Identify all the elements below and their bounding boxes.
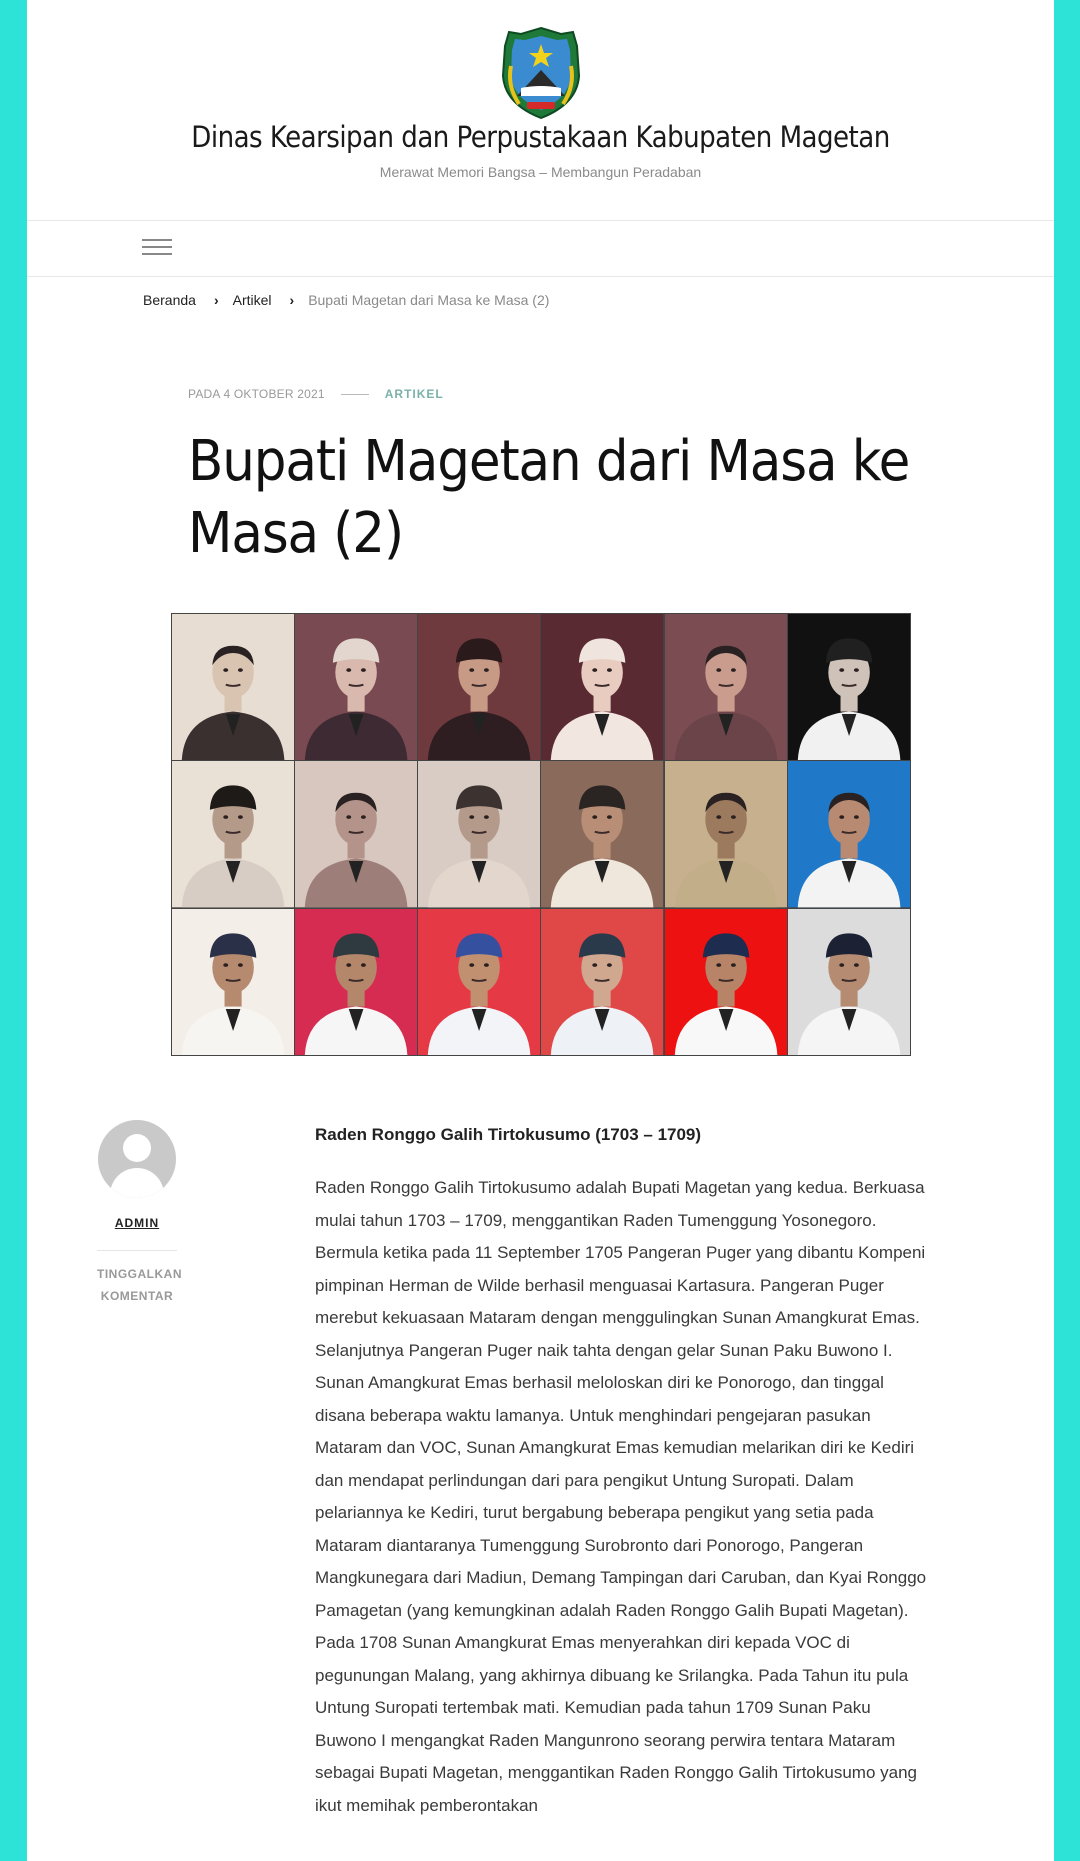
regent-portrait bbox=[172, 909, 294, 1055]
page bbox=[27, 0, 1054, 1861]
author-name-link[interactable]: ADMIN bbox=[114, 1216, 160, 1230]
menu-toggle-button[interactable] bbox=[142, 239, 172, 259]
breadcrumb-home-link[interactable]: Beranda bbox=[143, 292, 196, 308]
portrait-image bbox=[788, 761, 910, 907]
section-heading: Raden Ronggo Galih Tirtokusumo (1703 – 1709) bbox=[315, 1125, 702, 1144]
regent-portrait bbox=[295, 761, 417, 907]
chevron-right-icon: › bbox=[289, 292, 295, 308]
regent-portrait bbox=[788, 761, 910, 907]
post-content bbox=[315, 1120, 935, 1822]
main-navigation bbox=[27, 221, 1054, 277]
author-box bbox=[97, 1120, 182, 1307]
site-header bbox=[27, 0, 1054, 221]
portrait-image bbox=[665, 909, 787, 1055]
portrait-image bbox=[665, 761, 787, 907]
regent-portrait bbox=[295, 909, 417, 1055]
post-category-link[interactable]: ARTIKEL bbox=[384, 387, 444, 401]
regent-portrait bbox=[172, 614, 294, 760]
regent-portrait bbox=[418, 761, 540, 907]
avatar-head bbox=[123, 1134, 151, 1162]
post-date: PADA 4 OKTOBER 2021 bbox=[188, 387, 325, 401]
author-divider bbox=[97, 1250, 177, 1251]
regent-portrait bbox=[172, 761, 294, 907]
hamburger-menu-icon bbox=[142, 239, 172, 241]
leave-comment-link[interactable]: TINGGALKAN KOMENTAR bbox=[97, 1267, 182, 1303]
portrait-image bbox=[172, 909, 294, 1055]
portrait-image bbox=[295, 909, 417, 1055]
breadcrumb-section-link[interactable]: Artikel bbox=[232, 292, 272, 308]
regent-portrait bbox=[295, 614, 417, 760]
portrait-image bbox=[172, 614, 294, 760]
default-avatar-icon[interactable] bbox=[98, 1120, 176, 1198]
site-tagline: Merawat Memori Bangsa – Membangun Peradaban bbox=[379, 164, 702, 180]
portrait-image bbox=[172, 761, 294, 907]
avatar-body bbox=[110, 1168, 164, 1198]
regent-portrait bbox=[788, 614, 910, 760]
portrait-image bbox=[418, 909, 540, 1055]
featured-image-regents-collage bbox=[171, 613, 911, 1056]
portrait-image bbox=[541, 614, 663, 760]
body-paragraph: Raden Ronggo Galih Tirtokusumo adalah Bupati Magetan yang kedua. Berkuasa mulai tahun 1703 – 1709, menggantikan Raden Tumenggung Yosonegoro. Bermula ketika pada 11 September 1705 Pangeran Puger yang dibantu Kompeni pimpinan Herman de Wilde berhasil menguasai Kartasura. Pangeran Puger merebut kekuasaan Mataram dengan menggulingkan Sunan Amangkurat Emas. Selanjutnya Pangeran Puger naik tahta dengan gelar Sunan Paku Buwono I. Sunan Amangkurat Emas berhasil meloloskan diri ke Ponorogo, dan tinggal disana beberapa waktu lamanya. Untuk menghindari pengejaran pasukan Mataram dan VOC, Sunan Amangkurat Emas kemudian melarikan diri ke Kediri dan mendapat perlindungan dari para pengikut Untung Suropati. Dalam pelariannya ke Kediri, turut bergabung beberapa pengikut yang setia pada Mataram diantaranya Tumenggung Surobronto dari Ponorogo, Pangeran Mangkunegara dari Madiun, Demang Tampingan dari Caruban, dan Kyai Ronggo Pamagetan (yang kemungkinan adalah Raden Ronggo Galih Bupati Magetan). Pada 1708 Sunan Amangkurat Emas menyerahkan diri kepada VOC di pegunungan Malang, yang akhirnya dibuang ke Srilangka. Pada Tahun itu pula Untung Suropati tertembak mati. Kemudian pada tahun 1709 Sunan Paku Buwono I mengangkat Raden Mangunrono seorang perwira tentara Mataram sebagai Bupati Magetan, menggantikan Raden Ronggo Galih Tirtokusumo yang ikut memihak pemberontakan bbox=[315, 1178, 927, 1815]
portrait-image bbox=[541, 761, 663, 907]
regent-portrait bbox=[541, 761, 663, 907]
portrait-image bbox=[418, 614, 540, 760]
site-title[interactable]: Dinas Kearsipan dan Perpustakaan Kabupaten Magetan bbox=[191, 120, 890, 154]
chevron-right-icon: › bbox=[213, 292, 219, 308]
post-title: Bupati Magetan dari Masa ke Masa (2) bbox=[188, 429, 910, 566]
hamburger-menu-icon-line bbox=[142, 246, 172, 248]
regent-portrait bbox=[665, 909, 787, 1055]
breadcrumb bbox=[143, 292, 549, 308]
regent-portrait bbox=[541, 614, 663, 760]
portrait-image bbox=[788, 614, 910, 760]
portrait-image bbox=[788, 909, 910, 1055]
regent-portrait bbox=[418, 614, 540, 760]
regent-portrait bbox=[665, 761, 787, 907]
portrait-image bbox=[541, 909, 663, 1055]
portrait-image bbox=[295, 614, 417, 760]
site-logo[interactable] bbox=[501, 26, 581, 120]
portrait-image bbox=[665, 614, 787, 760]
meta-divider bbox=[341, 394, 369, 395]
hamburger-menu-icon-line bbox=[142, 253, 172, 255]
magetan-regency-crest-icon bbox=[501, 26, 581, 120]
breadcrumb-current: Bupati Magetan dari Masa ke Masa (2) bbox=[308, 292, 550, 308]
portrait-image bbox=[295, 761, 417, 907]
portrait-image bbox=[418, 761, 540, 907]
regent-portrait bbox=[418, 909, 540, 1055]
regent-portrait bbox=[541, 909, 663, 1055]
post-meta bbox=[188, 387, 444, 401]
regent-portrait bbox=[788, 909, 910, 1055]
regent-portrait bbox=[665, 614, 787, 760]
